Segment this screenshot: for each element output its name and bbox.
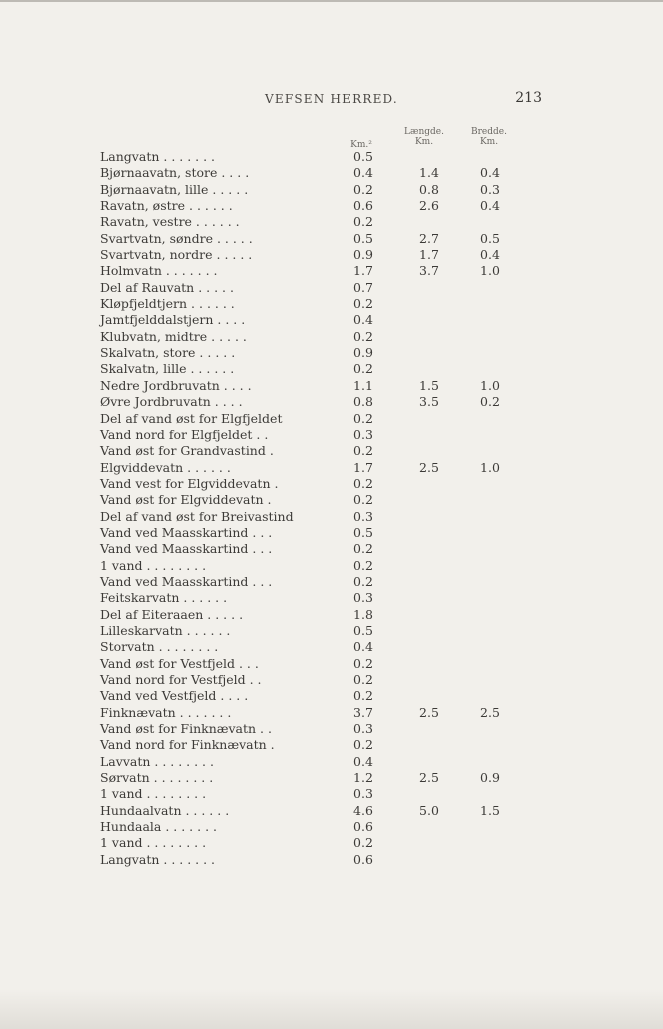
lake-name: Hundaala . . . . . . . bbox=[100, 819, 217, 835]
column-header-length-label: Længde. bbox=[404, 127, 444, 137]
area-value: 0.5 bbox=[353, 622, 373, 638]
area-value: 0.7 bbox=[353, 279, 373, 295]
lake-name: Bjørnaavatn, lille . . . . . bbox=[100, 181, 249, 197]
area-value: 0.2 bbox=[353, 410, 373, 426]
area-value: 0.4 bbox=[353, 639, 373, 655]
width-value: 0.4 bbox=[480, 198, 500, 214]
table-row bbox=[100, 378, 520, 394]
width-value: 1.0 bbox=[480, 263, 500, 279]
length-value: 2.6 bbox=[419, 198, 439, 214]
area-value: 0.3 bbox=[353, 786, 373, 802]
table-row bbox=[100, 525, 520, 541]
lake-name: Jamtfjelddalstjern . . . . bbox=[100, 312, 246, 328]
width-value: 0.2 bbox=[480, 394, 500, 410]
lake-name: Vand ved Maasskartind . . . bbox=[100, 524, 273, 540]
area-value: 0.2 bbox=[353, 443, 373, 459]
table-row bbox=[100, 541, 520, 557]
column-header-width-label: Bredde. bbox=[471, 127, 507, 137]
table-row bbox=[100, 737, 520, 753]
lake-name: Vand nord for Elgfjeldet . . bbox=[100, 426, 269, 442]
area-value: 1.2 bbox=[353, 770, 373, 786]
length-value: 1.4 bbox=[419, 165, 439, 181]
lake-name: Finknævatn . . . . . . . bbox=[100, 704, 232, 720]
lake-name: Vand vest for Elgviddevatn . bbox=[100, 475, 279, 491]
table-row bbox=[100, 688, 520, 704]
lake-name: Svartvatn, søndre . . . . . bbox=[100, 230, 253, 246]
table-row bbox=[100, 558, 520, 574]
lake-name: Ravatn, østre . . . . . . bbox=[100, 198, 233, 214]
table-row bbox=[100, 394, 520, 410]
lake-name: Lilleskarvatn . . . . . . bbox=[100, 622, 231, 638]
lake-name: Skalvatn, store . . . . . bbox=[100, 345, 236, 361]
table-row bbox=[100, 705, 520, 721]
table-row bbox=[100, 623, 520, 639]
area-value: 0.2 bbox=[353, 475, 373, 491]
lake-name: Vand ved Maasskartind . . . bbox=[100, 573, 273, 589]
lake-name: Bjørnaavatn, store . . . . bbox=[100, 165, 250, 181]
table-row bbox=[100, 247, 520, 263]
width-value: 2.5 bbox=[480, 704, 500, 720]
lake-name: 1 vand . . . . . . . . bbox=[100, 557, 207, 573]
table-row bbox=[100, 476, 520, 492]
lake-name: Vand øst for Elgviddevatn . bbox=[100, 492, 272, 508]
area-value: 0.2 bbox=[353, 296, 373, 312]
lake-name: Sørvatn . . . . . . . . bbox=[100, 770, 214, 786]
width-value: 0.4 bbox=[480, 165, 500, 181]
lake-name: 1 vand . . . . . . . . bbox=[100, 786, 207, 802]
area-value: 0.5 bbox=[353, 230, 373, 246]
area-value: 4.6 bbox=[353, 802, 373, 818]
table-row bbox=[100, 607, 520, 623]
length-value: 0.8 bbox=[419, 181, 439, 197]
area-value: 0.8 bbox=[353, 394, 373, 410]
length-value: 2.5 bbox=[419, 459, 439, 475]
table-row bbox=[100, 574, 520, 590]
area-value: 0.9 bbox=[353, 345, 373, 361]
table-row bbox=[100, 786, 520, 802]
area-value: 0.9 bbox=[353, 247, 373, 263]
table-row bbox=[100, 460, 520, 476]
area-value: 0.3 bbox=[353, 426, 373, 442]
length-value: 2.5 bbox=[419, 770, 439, 786]
table-row bbox=[100, 280, 520, 296]
area-value: 0.6 bbox=[353, 851, 373, 867]
area-value: 0.6 bbox=[353, 819, 373, 835]
table-row bbox=[100, 296, 520, 312]
table-row bbox=[100, 754, 520, 770]
table-row bbox=[100, 639, 520, 655]
lake-name: Skalvatn, lille . . . . . . bbox=[100, 361, 235, 377]
lake-name: Lavvatn . . . . . . . . bbox=[100, 753, 214, 769]
table-row bbox=[100, 590, 520, 606]
area-value: 0.5 bbox=[353, 524, 373, 540]
length-value: 1.7 bbox=[419, 247, 439, 263]
lake-name: Feitskarvatn . . . . . . bbox=[100, 590, 228, 606]
area-value: 1.7 bbox=[353, 263, 373, 279]
area-value: 0.6 bbox=[353, 198, 373, 214]
table-row bbox=[100, 770, 520, 786]
lake-name: Del af vand øst for Breivastind bbox=[100, 508, 294, 524]
lake-name: Del af Eiteraaen . . . . . bbox=[100, 606, 244, 622]
table-row bbox=[100, 492, 520, 508]
area-value: 0.2 bbox=[353, 672, 373, 687]
lake-name: Langvatn . . . . . . . bbox=[100, 851, 216, 867]
column-header-width bbox=[462, 127, 516, 147]
lake-name: 1 vand . . . . . . . . bbox=[100, 835, 207, 851]
width-value: 1.0 bbox=[480, 459, 500, 475]
lake-name: Nedre Jordbruvatn . . . . bbox=[100, 377, 252, 393]
area-value: 0.2 bbox=[353, 181, 373, 197]
lake-name: Vand øst for Finknævatn . . bbox=[100, 721, 272, 737]
lake-name: Klubvatn, midtre . . . . . bbox=[100, 328, 247, 344]
page-number: 213 bbox=[515, 90, 542, 106]
table-row bbox=[100, 182, 520, 198]
width-value: 0.4 bbox=[480, 247, 500, 263]
area-value: 0.2 bbox=[353, 361, 373, 377]
table-row bbox=[100, 263, 520, 279]
table-row bbox=[100, 427, 520, 443]
width-value: 0.3 bbox=[480, 181, 500, 197]
table-row bbox=[100, 721, 520, 737]
page-bottom-shade bbox=[0, 989, 663, 1029]
table-row bbox=[100, 345, 520, 361]
area-value: 0.2 bbox=[353, 655, 373, 671]
width-value: 1.5 bbox=[480, 802, 500, 818]
area-value: 1.7 bbox=[353, 459, 373, 475]
length-value: 1.5 bbox=[419, 377, 439, 393]
column-header-area-label: Km.² bbox=[350, 140, 372, 150]
lake-name: Ravatn, vestre . . . . . . bbox=[100, 214, 240, 230]
area-value: 0.2 bbox=[353, 492, 373, 508]
running-header: VEFSEN HERRED. bbox=[265, 92, 398, 106]
area-value: 0.2 bbox=[353, 541, 373, 557]
table-row bbox=[100, 411, 520, 427]
lake-name: Storvatn . . . . . . . . bbox=[100, 639, 219, 655]
lake-name: Vand øst for Grandvastind . bbox=[100, 443, 274, 459]
lake-name: Holmvatn . . . . . . . bbox=[100, 263, 218, 279]
table-row bbox=[100, 361, 520, 377]
column-header-length-unit: Km. bbox=[414, 137, 434, 147]
area-value: 0.2 bbox=[353, 557, 373, 573]
column-header-length bbox=[400, 127, 448, 147]
table-row bbox=[100, 803, 520, 819]
area-value: 0.2 bbox=[353, 835, 373, 851]
lake-name: Vand øst for Vestfjeld . . . bbox=[100, 655, 259, 671]
table-row bbox=[100, 149, 520, 165]
area-value: 1.8 bbox=[353, 606, 373, 622]
table-row bbox=[100, 819, 520, 835]
table-row bbox=[100, 329, 520, 345]
table-row bbox=[100, 214, 520, 230]
area-value: 0.2 bbox=[353, 214, 373, 230]
area-value: 0.4 bbox=[353, 312, 373, 328]
length-value: 2.5 bbox=[419, 704, 439, 720]
length-value: 5.0 bbox=[419, 802, 439, 818]
length-value: 3.7 bbox=[419, 263, 439, 279]
table-row bbox=[100, 852, 520, 868]
table-row bbox=[100, 443, 520, 459]
table-row bbox=[100, 835, 520, 851]
length-value: 2.7 bbox=[419, 230, 439, 246]
lake-name: Del af Rauvatn . . . . . bbox=[100, 279, 234, 295]
area-value: 0.2 bbox=[353, 737, 373, 753]
area-value: 0.3 bbox=[353, 721, 373, 737]
table-row bbox=[100, 198, 520, 214]
lake-name: Vand ved Vestfjeld . . . . bbox=[100, 688, 249, 704]
page-top-edge bbox=[0, 0, 663, 2]
table-row bbox=[100, 672, 520, 688]
area-value: 0.3 bbox=[353, 508, 373, 524]
column-header-width-unit: Km. bbox=[479, 137, 499, 147]
area-value: 0.4 bbox=[353, 165, 373, 181]
width-value: 0.5 bbox=[480, 230, 500, 246]
area-value: 0.3 bbox=[353, 590, 373, 606]
area-value: 0.2 bbox=[353, 573, 373, 589]
table-row bbox=[100, 509, 520, 525]
width-value: 1.0 bbox=[480, 377, 500, 393]
table-row bbox=[100, 312, 520, 328]
lake-name: Del af vand øst for Elgfjeldet bbox=[100, 410, 283, 426]
lake-name: Svartvatn, nordre . . . . . bbox=[100, 247, 253, 263]
area-value: 0.5 bbox=[353, 149, 373, 164]
area-value: 0.4 bbox=[353, 753, 373, 769]
lake-name: Vand nord for Vestfjeld . . bbox=[100, 672, 262, 687]
lake-name: Elgviddevatn . . . . . . bbox=[100, 459, 231, 475]
table-row bbox=[100, 656, 520, 672]
table-row bbox=[100, 165, 520, 181]
lake-name: Øvre Jordbruvatn . . . . bbox=[100, 394, 243, 410]
lake-name: Langvatn . . . . . . . bbox=[100, 149, 216, 164]
lake-table bbox=[100, 149, 520, 868]
table-row bbox=[100, 231, 520, 247]
area-value: 3.7 bbox=[353, 704, 373, 720]
lake-name: Hundaalvatn . . . . . . bbox=[100, 802, 230, 818]
area-value: 1.1 bbox=[353, 377, 373, 393]
length-value: 3.5 bbox=[419, 394, 439, 410]
area-value: 0.2 bbox=[353, 328, 373, 344]
lake-name: Vand nord for Finknævatn . bbox=[100, 737, 275, 753]
lake-name: Kløpfjeldtjern . . . . . . bbox=[100, 296, 235, 312]
area-value: 0.2 bbox=[353, 688, 373, 704]
lake-name: Vand ved Maasskartind . . . bbox=[100, 541, 273, 557]
width-value: 0.9 bbox=[480, 770, 500, 786]
